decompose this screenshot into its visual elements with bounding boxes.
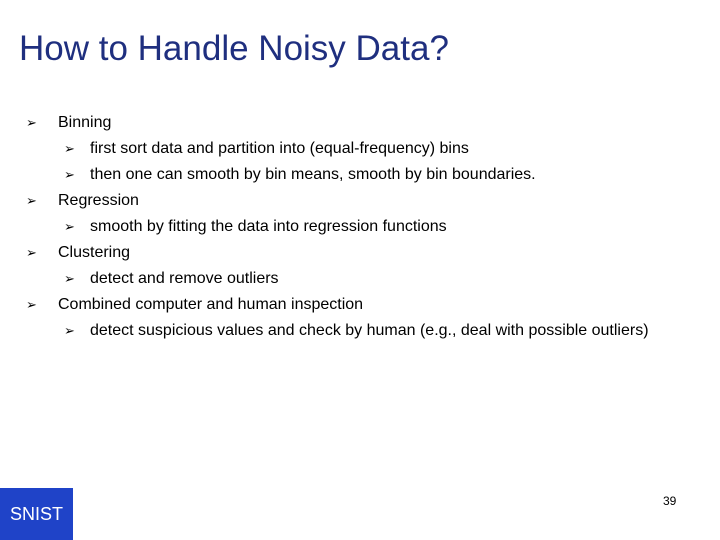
slide-title: How to Handle Noisy Data? xyxy=(19,29,449,68)
sub-bullet-text: first sort data and partition into (equal-frequency) bins xyxy=(90,140,469,157)
sub-bullet-text: detect and remove outliers xyxy=(90,270,279,287)
sub-bullet-text: smooth by fitting the data into regression functions xyxy=(90,218,447,235)
arrow-bullet-icon: ➢ xyxy=(64,219,75,234)
arrow-bullet-icon: ➢ xyxy=(64,271,75,286)
bullet-label: Regression xyxy=(58,192,139,209)
arrow-bullet-icon: ➢ xyxy=(64,167,75,182)
arrow-bullet-icon: ➢ xyxy=(64,323,75,338)
page-number: 39 xyxy=(663,494,677,508)
arrow-bullet-icon: ➢ xyxy=(26,193,37,208)
bullet-label: Combined computer and human inspection xyxy=(58,296,364,313)
arrow-bullet-icon: ➢ xyxy=(26,245,37,260)
bullet-label: Clustering xyxy=(58,244,131,261)
footer-badge: SNIST xyxy=(0,488,73,540)
sub-bullet-text: detect suspicious values and check by human (e.g., deal with possible outliers) xyxy=(90,322,649,339)
arrow-bullet-icon: ➢ xyxy=(26,297,37,312)
sub-bullet-text: then one can smooth by bin means, smooth by bin boundaries. xyxy=(90,166,536,183)
arrow-bullet-icon: ➢ xyxy=(64,141,75,156)
arrow-bullet-icon: ➢ xyxy=(26,115,37,130)
bullet-label: Binning xyxy=(58,114,112,131)
